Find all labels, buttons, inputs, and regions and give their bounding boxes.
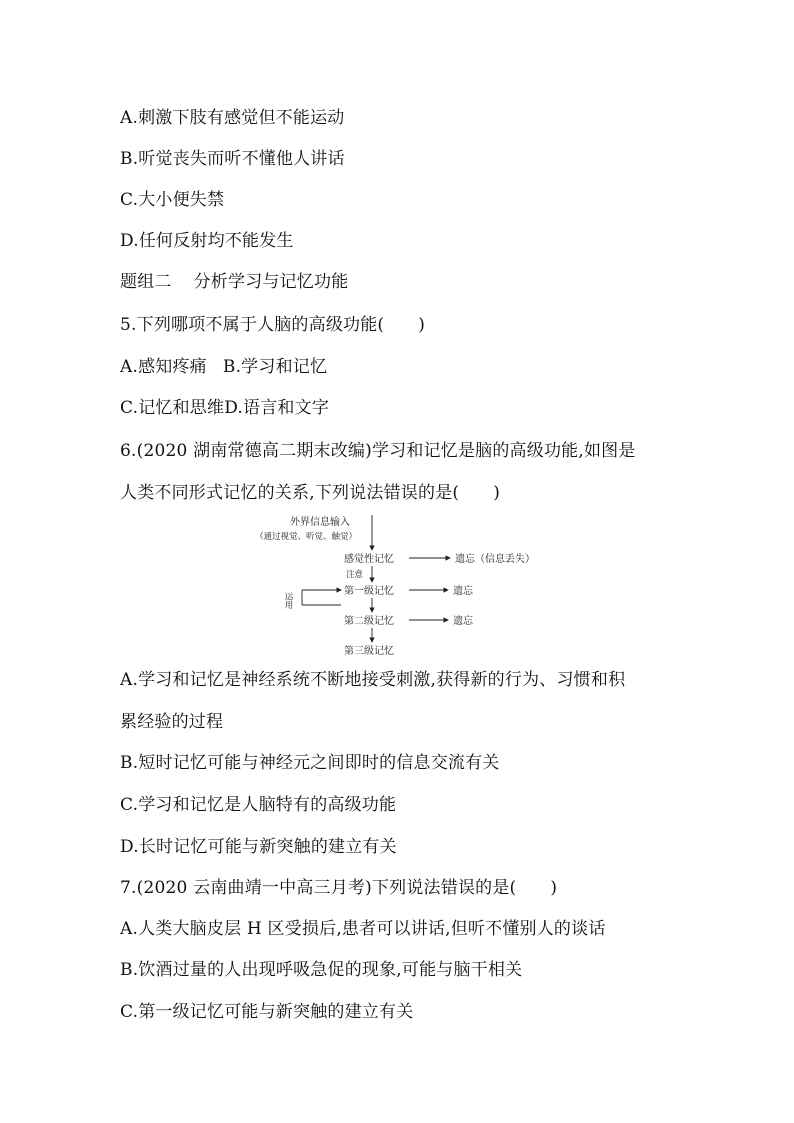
diagram-input-line1: 外界信息输入	[290, 517, 350, 528]
diagram-third-memory: 第三级记忆	[344, 646, 394, 657]
q6-option-b: B.短时记忆可能与神经元之间即时的信息交流有关	[120, 753, 500, 773]
q7-option-c: C.第一级记忆可能与新突触的建立有关	[120, 1002, 414, 1022]
q6-option-c: C.学习和记忆是人脑特有的高级功能	[120, 795, 397, 815]
diagram-forget-2: 遗忘	[453, 616, 473, 627]
q4-option-b: B.听觉丧失而听不懂他人讲话	[120, 149, 345, 169]
q7-stem	[120, 876, 557, 900]
q7-option-a: A.人类大脑皮层 H 区受损后,患者可以讲话,但听不懂别人的谈话	[120, 919, 606, 939]
group2-title: 分析学习与记忆功能	[193, 272, 349, 292]
q5-option-b: B.学习和记忆	[222, 357, 328, 377]
q6-stem-line2	[120, 481, 500, 505]
q5-stem-text: 5.下列哪项不属于人脑的高级功能(	[120, 315, 385, 335]
q5-answer-paren: )	[418, 315, 426, 335]
diagram-second-memory: 第二级记忆	[344, 616, 394, 627]
q6-stem-line1: 6.(2020 湖南常德高二期末改编)学习和记忆是脑的高级功能,如图是	[120, 441, 636, 461]
q5-options-ab	[120, 355, 327, 379]
q7-option-b: B.饮酒过量的人出现呼吸急促的现象,可能与脑干相关	[120, 960, 523, 980]
group2-heading	[120, 270, 348, 294]
q4-option-d: D.任何反射均不能发生	[120, 231, 294, 251]
q6-option-a-line2: 累经验的过程	[120, 712, 224, 732]
q5-option-a: A.感知疼痛	[120, 357, 207, 377]
q6-option-d: D.长时记忆可能与新突触的建立有关	[120, 837, 397, 857]
q6-stem-text: 人类不同形式记忆的关系,下列说法错误的是(	[120, 483, 460, 503]
q5-options-cd: C.记忆和思维D.语言和文字	[120, 398, 330, 418]
diagram-first-memory: 第一级记忆	[344, 586, 394, 597]
q7-answer-paren: )	[550, 878, 558, 898]
q6-option-a-line1: A.学习和记忆是神经系统不断地接受刺激,获得新的行为、习惯和积	[120, 670, 626, 690]
diagram-forget-lost: 遗忘（信息丢失）	[455, 554, 535, 565]
diagram-apply: 运用	[283, 592, 293, 609]
diagram-sensory-memory: 感觉性记忆	[344, 554, 394, 565]
q7-stem-text: 7.(2020 云南曲靖一中高三月考)下列说法错误的是(	[120, 878, 517, 898]
diagram-forget-1: 遗忘	[453, 586, 473, 597]
group2-prefix: 题组二	[120, 272, 172, 292]
q6-answer-paren: )	[493, 483, 501, 503]
q5-stem	[120, 313, 425, 337]
diagram-attention: 注意	[346, 570, 364, 580]
memory-diagram	[252, 512, 542, 660]
q4-option-c: C.大小便失禁	[120, 190, 225, 210]
q4-option-a: A.刺激下肢有感觉但不能运动	[120, 108, 345, 128]
diagram-input-line2: （通过视觉、听觉、触觉）	[255, 532, 358, 542]
